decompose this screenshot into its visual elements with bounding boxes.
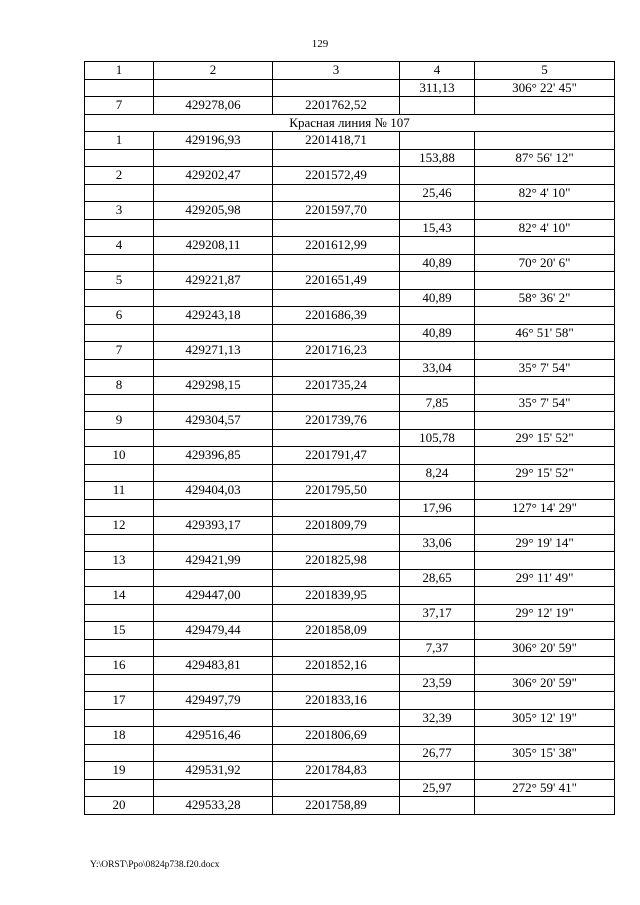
x-coordinate-cell: 429243,18: [154, 307, 273, 325]
point-number-cell: [85, 149, 154, 167]
bearing-cell: 306° 20' 59": [475, 674, 615, 692]
point-number-cell: 12: [85, 517, 154, 535]
x-coordinate-cell: 429298,15: [154, 377, 273, 395]
segment-row: [85, 709, 615, 727]
x-coordinate-cell: 429205,98: [154, 202, 273, 220]
length-cell: [400, 342, 475, 360]
x-coordinate-cell: [154, 184, 273, 202]
y-coordinate-cell: [273, 779, 400, 797]
y-coordinate-cell: 2201809,79: [273, 517, 400, 535]
length-cell: 105,78: [400, 429, 475, 447]
y-coordinate-cell: 2201784,83: [273, 762, 400, 780]
y-coordinate-cell: 2201716,23: [273, 342, 400, 360]
x-coordinate-cell: 429483,81: [154, 657, 273, 675]
length-cell: 33,06: [400, 534, 475, 552]
x-coordinate-cell: [154, 534, 273, 552]
y-coordinate-cell: 2201806,69: [273, 727, 400, 745]
table-body: [85, 79, 615, 814]
point-number-cell: [85, 184, 154, 202]
y-coordinate-cell: [273, 709, 400, 727]
point-number-cell: 9: [85, 412, 154, 430]
y-coordinate-cell: 2201572,49: [273, 167, 400, 185]
point-number-cell: 17: [85, 692, 154, 710]
bearing-cell: [475, 482, 615, 500]
x-coordinate-cell: [154, 359, 273, 377]
header-cell-5: 5: [475, 62, 615, 80]
bearing-cell: 306° 22' 45": [475, 79, 615, 97]
point-number-cell: 16: [85, 657, 154, 675]
point-row: [85, 587, 615, 605]
bearing-cell: 35° 7' 54": [475, 359, 615, 377]
y-coordinate-cell: [273, 289, 400, 307]
segment-row: [85, 779, 615, 797]
length-cell: 8,24: [400, 464, 475, 482]
length-cell: 37,17: [400, 604, 475, 622]
bearing-cell: 82° 4' 10": [475, 184, 615, 202]
length-cell: 40,89: [400, 254, 475, 272]
section-row: [85, 114, 615, 132]
x-coordinate-cell: 429278,06: [154, 97, 273, 115]
x-coordinate-cell: [154, 464, 273, 482]
y-coordinate-cell: 2201825,98: [273, 552, 400, 570]
point-number-cell: [85, 254, 154, 272]
segment-row: [85, 534, 615, 552]
bearing-cell: [475, 762, 615, 780]
y-coordinate-cell: [273, 324, 400, 342]
bearing-cell: 305° 12' 19": [475, 709, 615, 727]
x-coordinate-cell: 429533,28: [154, 797, 273, 815]
length-cell: [400, 482, 475, 500]
x-coordinate-cell: [154, 429, 273, 447]
point-row: [85, 447, 615, 465]
x-coordinate-cell: [154, 219, 273, 237]
y-coordinate-cell: [273, 604, 400, 622]
length-cell: [400, 237, 475, 255]
y-coordinate-cell: [273, 744, 400, 762]
y-coordinate-cell: 2201739,76: [273, 412, 400, 430]
x-coordinate-cell: [154, 394, 273, 412]
bearing-cell: [475, 97, 615, 115]
point-row: [85, 692, 615, 710]
bearing-cell: 272° 59' 41": [475, 779, 615, 797]
y-coordinate-cell: 2201791,47: [273, 447, 400, 465]
point-row: [85, 762, 615, 780]
segment-row: [85, 429, 615, 447]
point-number-cell: 15: [85, 622, 154, 640]
point-number-cell: [85, 464, 154, 482]
point-row: [85, 237, 615, 255]
point-number-cell: [85, 499, 154, 517]
length-cell: [400, 517, 475, 535]
length-cell: 15,43: [400, 219, 475, 237]
point-number-cell: 13: [85, 552, 154, 570]
point-row: [85, 272, 615, 290]
point-row: [85, 342, 615, 360]
length-cell: [400, 97, 475, 115]
length-cell: [400, 272, 475, 290]
length-cell: [400, 377, 475, 395]
point-number-cell: [85, 534, 154, 552]
point-number-cell: 5: [85, 272, 154, 290]
point-number-cell: 14: [85, 587, 154, 605]
point-number-cell: [85, 324, 154, 342]
length-cell: [400, 202, 475, 220]
point-number-cell: [85, 289, 154, 307]
x-coordinate-cell: 429196,93: [154, 132, 273, 150]
segment-row: [85, 79, 615, 97]
bearing-cell: [475, 307, 615, 325]
point-row: [85, 97, 615, 115]
length-cell: 153,88: [400, 149, 475, 167]
bearing-cell: 127° 14' 29": [475, 499, 615, 517]
x-coordinate-cell: 429404,03: [154, 482, 273, 500]
length-cell: 311,13: [400, 79, 475, 97]
length-cell: [400, 412, 475, 430]
bearing-cell: 70° 20' 6": [475, 254, 615, 272]
segment-row: [85, 569, 615, 587]
x-coordinate-cell: [154, 604, 273, 622]
point-number-cell: [85, 359, 154, 377]
point-number-cell: [85, 709, 154, 727]
x-coordinate-cell: [154, 324, 273, 342]
page-number: 129: [311, 38, 329, 50]
point-number-cell: [85, 429, 154, 447]
y-coordinate-cell: 2201735,24: [273, 377, 400, 395]
x-coordinate-cell: 429516,46: [154, 727, 273, 745]
section-title-cell: Красная линия № 107: [85, 114, 615, 132]
header-cell-4: 4: [400, 62, 475, 80]
y-coordinate-cell: [273, 569, 400, 587]
point-number-cell: 6: [85, 307, 154, 325]
bearing-cell: [475, 447, 615, 465]
length-cell: 7,37: [400, 639, 475, 657]
bearing-cell: [475, 727, 615, 745]
header-cell-2: 2: [154, 62, 273, 80]
bearing-cell: [475, 167, 615, 185]
point-number-cell: [85, 639, 154, 657]
point-number-cell: 2: [85, 167, 154, 185]
point-number-cell: [85, 779, 154, 797]
length-cell: 7,85: [400, 394, 475, 412]
length-cell: [400, 552, 475, 570]
point-row: [85, 622, 615, 640]
x-coordinate-cell: [154, 744, 273, 762]
y-coordinate-cell: [273, 254, 400, 272]
bearing-cell: 29° 11' 49": [475, 569, 615, 587]
header-cell-3: 3: [273, 62, 400, 80]
segment-row: [85, 604, 615, 622]
y-coordinate-cell: [273, 149, 400, 167]
x-coordinate-cell: 429202,47: [154, 167, 273, 185]
point-number-cell: 8: [85, 377, 154, 395]
segment-row: [85, 184, 615, 202]
bearing-cell: 46° 51' 58": [475, 324, 615, 342]
x-coordinate-cell: 429221,87: [154, 272, 273, 290]
length-cell: [400, 307, 475, 325]
y-coordinate-cell: 2201852,16: [273, 657, 400, 675]
y-coordinate-cell: 2201597,70: [273, 202, 400, 220]
bearing-cell: [475, 412, 615, 430]
segment-row: [85, 394, 615, 412]
point-row: [85, 797, 615, 815]
point-number-cell: [85, 394, 154, 412]
x-coordinate-cell: 429497,79: [154, 692, 273, 710]
length-cell: 17,96: [400, 499, 475, 517]
x-coordinate-cell: 429421,99: [154, 552, 273, 570]
header-cell-1: 1: [85, 62, 154, 80]
bearing-cell: 35° 7' 54": [475, 394, 615, 412]
length-cell: 23,59: [400, 674, 475, 692]
y-coordinate-cell: [273, 499, 400, 517]
bearing-cell: [475, 202, 615, 220]
y-coordinate-cell: 2201762,52: [273, 97, 400, 115]
y-coordinate-cell: [273, 674, 400, 692]
point-number-cell: 1: [85, 132, 154, 150]
length-cell: [400, 167, 475, 185]
length-cell: [400, 622, 475, 640]
x-coordinate-cell: [154, 79, 273, 97]
bearing-cell: 82° 4' 10": [475, 219, 615, 237]
y-coordinate-cell: 2201858,09: [273, 622, 400, 640]
bearing-cell: [475, 587, 615, 605]
length-cell: [400, 762, 475, 780]
segment-row: [85, 744, 615, 762]
bearing-cell: [475, 657, 615, 675]
x-coordinate-cell: 429479,44: [154, 622, 273, 640]
segment-row: [85, 674, 615, 692]
point-number-cell: 18: [85, 727, 154, 745]
point-row: [85, 412, 615, 430]
y-coordinate-cell: 2201686,39: [273, 307, 400, 325]
point-number-cell: 10: [85, 447, 154, 465]
length-cell: 33,04: [400, 359, 475, 377]
point-number-cell: 4: [85, 237, 154, 255]
point-number-cell: 7: [85, 342, 154, 360]
y-coordinate-cell: [273, 534, 400, 552]
y-coordinate-cell: 2201839,95: [273, 587, 400, 605]
y-coordinate-cell: 2201758,89: [273, 797, 400, 815]
length-cell: 40,89: [400, 324, 475, 342]
bearing-cell: 58° 36' 2": [475, 289, 615, 307]
segment-row: [85, 359, 615, 377]
point-row: [85, 657, 615, 675]
table-header-row: [85, 62, 615, 80]
length-cell: 26,77: [400, 744, 475, 762]
point-row: [85, 132, 615, 150]
length-cell: [400, 132, 475, 150]
y-coordinate-cell: 2201651,49: [273, 272, 400, 290]
point-number-cell: [85, 744, 154, 762]
point-row: [85, 552, 615, 570]
point-row: [85, 307, 615, 325]
bearing-cell: 29° 15' 52": [475, 429, 615, 447]
x-coordinate-cell: 429304,57: [154, 412, 273, 430]
length-cell: 40,89: [400, 289, 475, 307]
x-coordinate-cell: [154, 639, 273, 657]
point-number-cell: [85, 79, 154, 97]
x-coordinate-cell: [154, 499, 273, 517]
bearing-cell: 306° 20' 59": [475, 639, 615, 657]
y-coordinate-cell: 2201795,50: [273, 482, 400, 500]
point-number-cell: 7: [85, 97, 154, 115]
bearing-cell: [475, 342, 615, 360]
length-cell: 25,97: [400, 779, 475, 797]
x-coordinate-cell: 429447,00: [154, 587, 273, 605]
point-row: [85, 482, 615, 500]
x-coordinate-cell: 429393,17: [154, 517, 273, 535]
x-coordinate-cell: [154, 779, 273, 797]
x-coordinate-cell: 429271,13: [154, 342, 273, 360]
x-coordinate-cell: [154, 254, 273, 272]
segment-row: [85, 149, 615, 167]
x-coordinate-cell: 429531,92: [154, 762, 273, 780]
segment-row: [85, 639, 615, 657]
point-row: [85, 517, 615, 535]
point-number-cell: 11: [85, 482, 154, 500]
y-coordinate-cell: [273, 639, 400, 657]
coordinates-table: [84, 61, 615, 815]
length-cell: [400, 447, 475, 465]
length-cell: [400, 797, 475, 815]
y-coordinate-cell: [273, 394, 400, 412]
bearing-cell: [475, 797, 615, 815]
bearing-cell: 29° 12' 19": [475, 604, 615, 622]
bearing-cell: [475, 132, 615, 150]
length-cell: [400, 657, 475, 675]
y-coordinate-cell: [273, 359, 400, 377]
bearing-cell: [475, 517, 615, 535]
segment-row: [85, 324, 615, 342]
point-number-cell: [85, 219, 154, 237]
point-number-cell: [85, 569, 154, 587]
y-coordinate-cell: [273, 464, 400, 482]
point-row: [85, 377, 615, 395]
segment-row: [85, 499, 615, 517]
y-coordinate-cell: 2201612,99: [273, 237, 400, 255]
length-cell: [400, 727, 475, 745]
point-row: [85, 167, 615, 185]
point-row: [85, 202, 615, 220]
bearing-cell: [475, 377, 615, 395]
y-coordinate-cell: [273, 79, 400, 97]
x-coordinate-cell: [154, 289, 273, 307]
point-number-cell: 3: [85, 202, 154, 220]
point-number-cell: 20: [85, 797, 154, 815]
x-coordinate-cell: [154, 674, 273, 692]
bearing-cell: 305° 15' 38": [475, 744, 615, 762]
point-number-cell: 19: [85, 762, 154, 780]
bearing-cell: 29° 15' 52": [475, 464, 615, 482]
bearing-cell: [475, 692, 615, 710]
file-path-footer: Y:\ORST\Ppo\0824p738.f20.docx: [90, 860, 220, 870]
segment-row: [85, 464, 615, 482]
y-coordinate-cell: 2201418,71: [273, 132, 400, 150]
length-cell: [400, 692, 475, 710]
length-cell: 25,46: [400, 184, 475, 202]
x-coordinate-cell: 429208,11: [154, 237, 273, 255]
y-coordinate-cell: [273, 219, 400, 237]
point-number-cell: [85, 604, 154, 622]
bearing-cell: 87° 56' 12": [475, 149, 615, 167]
y-coordinate-cell: [273, 429, 400, 447]
y-coordinate-cell: 2201833,16: [273, 692, 400, 710]
length-cell: 32,39: [400, 709, 475, 727]
x-coordinate-cell: [154, 149, 273, 167]
length-cell: 28,65: [400, 569, 475, 587]
bearing-cell: [475, 622, 615, 640]
segment-row: [85, 289, 615, 307]
segment-row: [85, 219, 615, 237]
length-cell: [400, 587, 475, 605]
bearing-cell: 29° 19' 14": [475, 534, 615, 552]
segment-row: [85, 254, 615, 272]
point-number-cell: [85, 674, 154, 692]
point-row: [85, 727, 615, 745]
bearing-cell: [475, 552, 615, 570]
bearing-cell: [475, 237, 615, 255]
x-coordinate-cell: 429396,85: [154, 447, 273, 465]
bearing-cell: [475, 272, 615, 290]
y-coordinate-cell: [273, 184, 400, 202]
x-coordinate-cell: [154, 709, 273, 727]
x-coordinate-cell: [154, 569, 273, 587]
